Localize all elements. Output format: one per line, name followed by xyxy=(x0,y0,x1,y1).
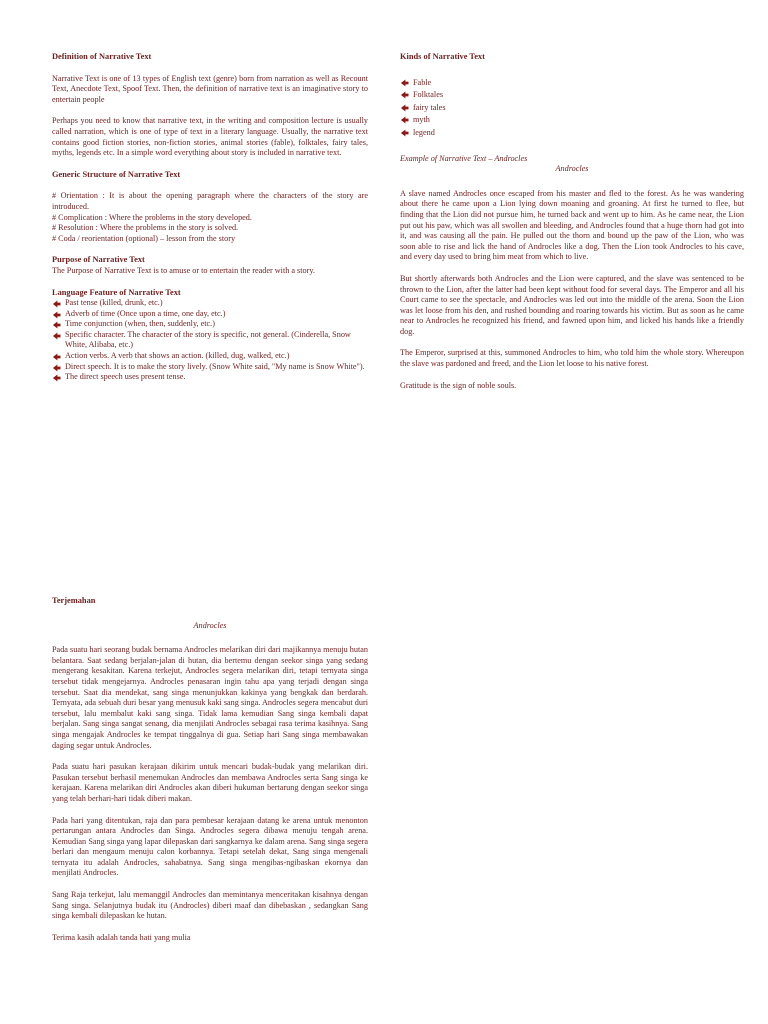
arrow-bullet-icon xyxy=(52,332,61,340)
translation-heading: Terjemahan xyxy=(52,596,96,605)
translation-moral: Terima kasih adalah tanda hati yang mulia xyxy=(52,932,191,942)
structure-item-coda: # Coda / reorientation (optional) – lesson from the story xyxy=(52,233,236,243)
list-item xyxy=(52,319,368,330)
kind-label: myth xyxy=(413,115,430,125)
definition-paragraph-1: Narrative Text is one of 13 types of English text (genre) born from narration as well as Recount Text, Anecdote Text, Spoof Text. Then, the definition of narrative text is an imaginative story to entertain people xyxy=(52,73,368,104)
language-feature-text: Past tense (killed, drunk, etc.) xyxy=(65,298,163,308)
list-item xyxy=(52,298,368,309)
arrow-bullet-icon xyxy=(400,104,409,112)
list-item xyxy=(400,77,744,90)
definition-paragraph-2: Perhaps you need to know that narrative text, in the writing and composition lecture is usually called narration, which is one of type of text in a literary language. Usually, the narrative text contains good fiction stories, non-fiction stories, animal stories (fable), folktales, fairy tales, myths, legends etc. In a simple word everything about story is included in narrative text. xyxy=(52,116,368,158)
story-paragraph-1: A slave named Androcles once escaped from his master and fled to the forest. As he was wandering about there he came upon a Lion lying down moaning and groaning. At first he turned to flee, but finding that the Lion did not pursue him, he turned back and went up to him. As he came near, the Lion put out his paw, which was all swollen and bleeding, and Androcles found that a huge thorn had got into it, and was causing all the pain. He pulled out the thorn and bound up the paw of the Lion, who was soon able to rise and lick the hand of Androcles like a dog. Then the Lion took Androcles to his cave, and every day used to bring him meat from which to live. xyxy=(400,188,744,262)
arrow-bullet-icon xyxy=(400,79,409,87)
story-paragraph-2: But shortly afterwards both Androcles and the Lion were captured, and the slave was sentenced to be thrown to the Lion, after the latter had been kept without food for several days. The Emperor and all his Court came to see the spectacle, and Androcles was led out into the middle of the arena. Soon the Lion was let loose from his den, and rushed bounding and roaring towards his victim. But as soon as he came near to Androcles he recognized his friend, and fawned upon him, and licked his hands like a friendly dog. xyxy=(400,273,744,336)
arrow-bullet-icon xyxy=(52,321,61,329)
language-heading: Language Feature of Narrative Text xyxy=(52,287,181,297)
translation-title: Androcles xyxy=(193,620,227,630)
translation-paragraph-1: Pada suatu hari seorang budak bernama Androcles melarikan diri dari majikannya menuju hutan belantara. Saat sedang berjalan-jalan di hutan, dia bertemu dengan seekor singa yang sedang mengerang kesakitan. Karena terkejut, Androcles segera melarikan diri, tetapi ternyata singa tersebut tidak mengejarnya. Androcles penasaran ingin tahu apa yang terjadi dengan singa tersebut. Saat dia mendekat, sang singa menunjukkan kakinya yang bengkak dan berdarah. Ternyata, ada sebuah duri besar yang menusuk kaki sang singa. Androcles segera mencabut duri tersebut, lalu membalut kaki sang singa. Tidak lama kemudian Sang singa kembali dapat berjalan. Sang singa sangat senang, dia menjilati Androcles sebagai rasa terima kasihnya. Sang singa mengajak Androcles ke tempat tinggalnya di gua. Setiap hari Sang singa membawakan daging segar untuk Androcles. xyxy=(52,645,368,750)
definition-heading: Definition of Narrative Text xyxy=(52,52,152,61)
right-column xyxy=(400,52,744,402)
kind-label: Fable xyxy=(413,77,432,87)
arrow-bullet-icon xyxy=(400,129,409,137)
list-item xyxy=(400,114,744,127)
language-feature-text: Time conjunction (when, then, suddenly, etc.) xyxy=(65,319,215,329)
language-feature-text: Specific character. The character of the story is specific, not general. (Cinderella, Snow White, Alibaba, etc.) xyxy=(65,329,351,350)
arrow-bullet-icon xyxy=(52,374,61,382)
translation-paragraph-3: Pada hari yang ditentukan, raja dan para pembesar kerajaan datang ke arena untuk menonton pertarungan antara Androcles dan Singa. Androcles segera dibawa menuju tengah arena. Kemudian Sang singa yang lapar dilepaskan dari sangkarnya ke dalam arena. Sang singa segera berlari dan mengaum menuju calon korbannya. Tetapi setelah dekat, Sang singa mengenali ternyata itu adalah Androcles, sahabatnya. Sang singa mengibas-ngibaskan ekornya dan menjilati Androcles. xyxy=(52,815,368,878)
language-feature-list xyxy=(52,298,368,383)
kinds-list xyxy=(400,77,744,140)
list-item xyxy=(52,351,368,362)
arrow-bullet-icon xyxy=(52,300,61,308)
list-item xyxy=(52,362,368,373)
list-item xyxy=(52,372,368,383)
list-item xyxy=(52,309,368,320)
kinds-heading: Kinds of Narrative Text xyxy=(400,52,485,61)
story-paragraph-3: The Emperor, surprised at this, summoned Androcles to him, who told him the whole story. Whereupon the slave was pardoned and freed, and the Lion let loose to his native forest. xyxy=(400,348,744,369)
language-feature-text: The direct speech uses present tense. xyxy=(65,372,186,382)
left-column xyxy=(52,52,368,394)
language-feature-text: Action verbs. A verb that shows an action. (killed, dug, walked, etc.) xyxy=(65,351,290,361)
purpose-text: The Purpose of Narrative Text is to amuse or to entertain the reader with a story. xyxy=(52,265,315,275)
example-heading: Example of Narrative Text – Androcles xyxy=(400,153,528,163)
kind-label: legend xyxy=(413,127,435,137)
structure-heading: Generic Structure of Narrative Text xyxy=(52,169,181,179)
purpose-heading: Purpose of Narrative Text xyxy=(52,255,145,265)
story-title: Androcles xyxy=(555,164,589,174)
kind-label: fairy tales xyxy=(413,102,446,112)
kind-label: Folktales xyxy=(413,90,444,100)
arrow-bullet-icon xyxy=(52,353,61,361)
translation-paragraph-4: Sang Raja terkejut, lalu memanggil Androcles dan memintanya menceritakan kisahnya dengan Sang singa. Selanjutnya budak itu (Androcles) diberi maaf dan dibebaskan , sedangkan Sang singa kembali dilepaskan ke hutan. xyxy=(52,890,368,921)
list-item xyxy=(52,330,368,351)
language-feature-text: Adverb of time (Once upon a time, one day, etc.) xyxy=(65,308,226,318)
list-item xyxy=(400,89,744,102)
list-item xyxy=(400,102,744,115)
list-item xyxy=(400,127,744,140)
structure-item-orientation: # Orientation : It is about the opening paragraph where the characters of the story are introduced. xyxy=(52,191,368,211)
translation-paragraph-2: Pada suatu hari pasukan kerajaan dikirim untuk mencari budak-budak yang melarikan diri. Pasukan tersebut berhasil menemukan Androcles dan membawa Androcles serta Sang singa ke kerajaan. Karena melarikan diri Androcles akan diberi hukuman bertarung dengan seekor singa yang telah berhari-hari tidak diberi makan. xyxy=(52,762,368,803)
structure-item-complication: # Complication : Where the problems in the story developed. xyxy=(52,212,252,222)
arrow-bullet-icon xyxy=(400,91,409,99)
arrow-bullet-icon xyxy=(52,311,61,319)
translation-section xyxy=(52,596,368,954)
structure-item-resolution: # Resolution : Where the problems in the story is solved. xyxy=(52,223,239,233)
arrow-bullet-icon xyxy=(52,364,61,372)
arrow-bullet-icon xyxy=(400,116,409,124)
language-feature-text: Direct speech. It is to make the story lively. (Snow White said, "My name is Snow White"). xyxy=(65,361,365,371)
story-moral: Gratitude is the sign of noble souls. xyxy=(400,380,517,390)
